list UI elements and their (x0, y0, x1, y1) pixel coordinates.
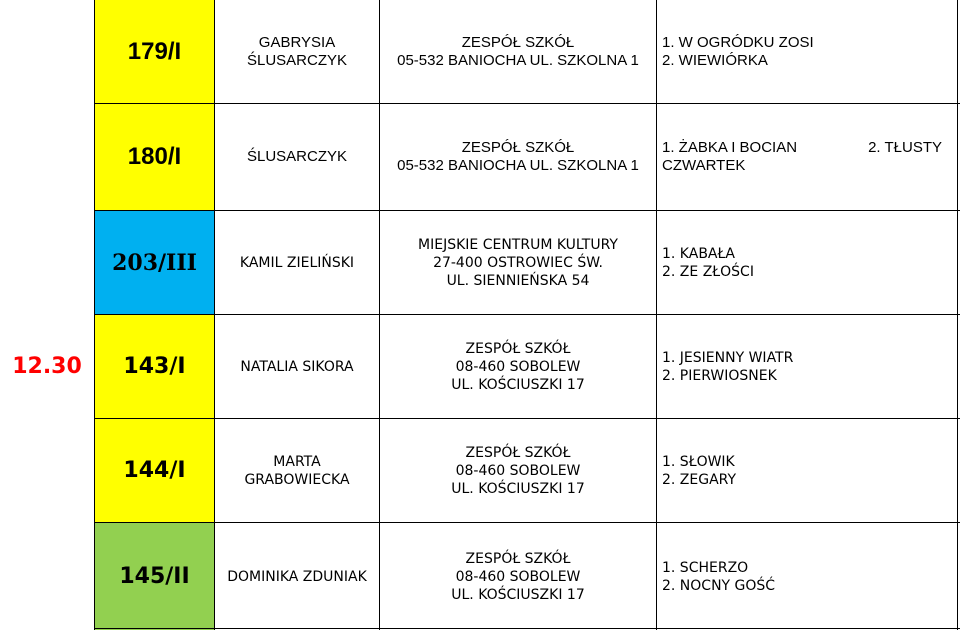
school-line: ZESPÓŁ SZKÓŁ (465, 340, 571, 357)
name-line: DOMINIKA ZDUNIAK (227, 568, 367, 585)
school-info (380, 523, 656, 630)
school-line: ZESPÓŁ SZKÓŁ (461, 139, 575, 156)
performer-code: 179/I (127, 37, 182, 65)
songs-list (657, 0, 952, 103)
song-item: 2. TŁUSTY (868, 139, 942, 156)
song-item: 1. JESIENNY WIATR (662, 349, 794, 366)
songs-list (657, 211, 952, 314)
school-line: 05-532 BANIOCHA UL. SZKOLNA 1 (397, 157, 639, 174)
song-item: 2. PIERWIOSNEK (662, 367, 777, 384)
school-info (380, 104, 656, 210)
song-item: 2. ZEGARY (662, 471, 737, 488)
time-label: 12.30 (12, 354, 82, 379)
performer-code: 203/III (112, 249, 197, 276)
performer-name (215, 211, 379, 314)
school-line: ZESPÓŁ SZKÓŁ (461, 33, 575, 51)
school-line: MIEJSKIE CENTRUM KULTURY (418, 236, 618, 253)
name-line: MARTA (273, 453, 321, 470)
row-divider (94, 418, 960, 419)
performer-name (215, 315, 379, 418)
song-item: 2. WIEWIÓRKA (662, 51, 768, 69)
songs-list (657, 104, 952, 210)
name-line: ŚLUSARCZYK (246, 148, 348, 165)
school-info (380, 315, 656, 418)
school-line: UL. KOŚCIUSZKI 17 (451, 586, 585, 603)
performer-code: 144/I (123, 458, 186, 483)
performer-name (215, 104, 379, 210)
song-item: 1. ŻABKA I BOCIAN (662, 139, 798, 156)
school-line: ZESPÓŁ SZKÓŁ (465, 550, 571, 567)
performer-name (215, 419, 379, 522)
column-divider (957, 0, 958, 630)
school-info (380, 211, 656, 314)
school-line: 08-460 SOBOLEW (455, 358, 581, 375)
performer-code: 145/II (119, 564, 190, 589)
row-divider (94, 628, 960, 629)
song-item-continued: CZWARTEK (662, 157, 746, 174)
name-line: KAMIL ZIELIŃSKI (239, 254, 355, 271)
school-line: 08-460 SOBOLEW (455, 462, 581, 479)
performer-name (215, 523, 379, 630)
row-divider (94, 314, 960, 315)
song-item: 1. KABAŁA (662, 245, 735, 262)
column-divider (379, 0, 380, 630)
song-item: 1. SCHERZO (662, 559, 749, 576)
performer-name (215, 0, 379, 103)
column-divider (214, 0, 215, 630)
row-divider (94, 210, 960, 211)
song-item: 2. NOCNY GOŚĆ (662, 577, 776, 594)
song-item: 2. ZE ZŁOŚCI (662, 263, 754, 280)
school-info (380, 419, 656, 522)
column-divider (94, 0, 95, 630)
school-info (380, 0, 656, 103)
school-line: UL. SIENNIEŃSKA 54 (446, 272, 590, 289)
songs-list (657, 315, 952, 418)
songs-list (657, 523, 952, 630)
songs-list (657, 419, 952, 522)
name-line: GRABOWIECKA (244, 471, 350, 488)
performer-code: 180/I (127, 143, 182, 170)
school-line: UL. KOŚCIUSZKI 17 (451, 376, 585, 393)
column-divider (656, 0, 657, 630)
name-line: ŚLUSARCZYK (246, 51, 348, 69)
school-line: ZESPÓŁ SZKÓŁ (465, 444, 571, 461)
performer-code: 143/I (123, 354, 186, 379)
name-line: NATALIA SIKORA (240, 358, 354, 375)
school-line: UL. KOŚCIUSZKI 17 (451, 480, 585, 497)
row-divider (94, 103, 960, 104)
school-line: 08-460 SOBOLEW (455, 568, 581, 585)
name-line: GABRYSIA (258, 33, 336, 51)
school-line: 27-400 OSTROWIEC ŚW. (433, 254, 603, 271)
school-line: 05-532 BANIOCHA UL. SZKOLNA 1 (397, 51, 639, 69)
song-item: 1. SŁOWIK (662, 453, 735, 470)
song-item: 1. W OGRÓDKU ZOSI (662, 33, 814, 51)
row-divider (94, 522, 960, 523)
